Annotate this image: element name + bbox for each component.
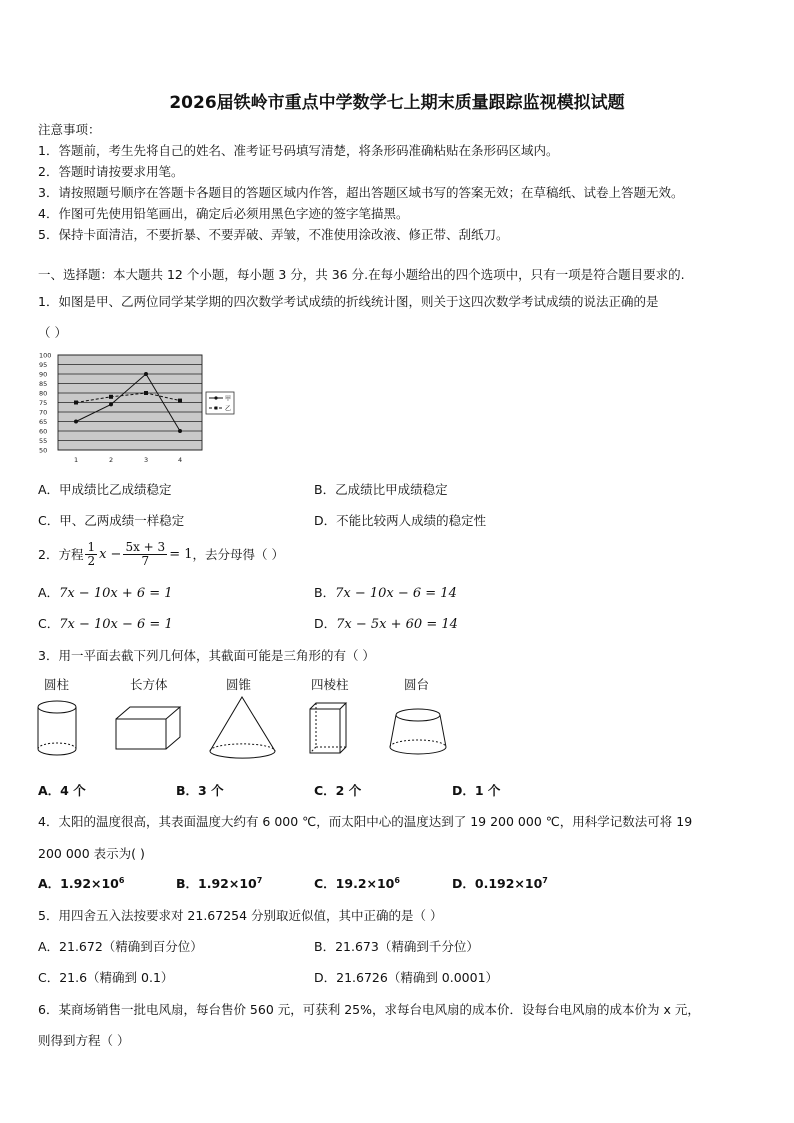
y-tick-label: 75 bbox=[39, 399, 48, 407]
q5-option-a: A．21.672（精确到百分位） bbox=[38, 939, 203, 954]
q2-option-a: A．7x − 10x + 6 = 1 bbox=[38, 585, 173, 601]
q2-option-c: C．7x − 10x − 6 = 1 bbox=[38, 616, 173, 632]
y-tick-label: 50 bbox=[39, 446, 48, 455]
q3-option-d: D．1 个 bbox=[452, 783, 501, 798]
q2-option-b: B．7x − 10x − 6 = 14 bbox=[314, 585, 457, 601]
q4-option-b: B．$1.92\times 10^7$ bbox=[176, 875, 263, 891]
data-point bbox=[144, 391, 148, 395]
question-5-stem: 5．用四舍五入法按要求对 21.67254 分别取近似值，其中正确的是（ ） bbox=[38, 908, 443, 923]
q3-option-c: C．2 个 bbox=[314, 783, 362, 798]
data-point bbox=[144, 372, 148, 376]
y-tick-label: 90 bbox=[39, 370, 48, 379]
x-tick-label: 2 bbox=[109, 456, 114, 464]
x-tick-label: 3 bbox=[144, 456, 149, 464]
notice-item: 3．请按照题号顺序在答题卡各题目的答题区域内作答，超出答题区域书写的答案无效；在草稿纸、试卷上答题无效。 bbox=[38, 185, 684, 200]
solid-label-prism: 四棱柱 bbox=[311, 677, 349, 692]
cone-shape bbox=[210, 697, 275, 758]
q2-equals: = 1 bbox=[169, 546, 193, 562]
question-6-line-1: 6．某商场销售一批电风扇，每台售价 560 元，可获利 25%，求每台电风扇的成本价．设每台电风扇的成本价为 x 元， bbox=[38, 1002, 700, 1017]
solid-label-frustum: 圆台 bbox=[404, 677, 430, 692]
chart-x-ticks bbox=[74, 456, 182, 464]
cylinder-shape bbox=[38, 701, 76, 755]
question-4-line-2: 200 000 表示为( ) bbox=[38, 846, 145, 861]
q1-option-d: D．不能比较两人成绩的稳定性 bbox=[314, 513, 487, 528]
page-title: 2026届铁岭市重点中学数学七上期末质量跟踪监视模拟试题 bbox=[169, 93, 625, 113]
question-1-stem: 1．如图是甲、乙两位同学某学期的四次数学考试成绩的折线统计图，则关于这四次数学考试成绩的说法正确的是 bbox=[38, 294, 659, 309]
notice-item: 1．答题前，考生先将自己的姓名、准考证号码填写清楚，将条形码准确粘贴在条形码区域内。 bbox=[38, 143, 559, 158]
q2-suffix: ，去分母得（ ） bbox=[192, 547, 284, 562]
notice-item: 2．答题时请按要求用笔。 bbox=[38, 164, 184, 179]
data-point bbox=[109, 395, 113, 399]
question-2-stem bbox=[38, 536, 284, 572]
question-1-paren: （ ） bbox=[38, 325, 67, 340]
q2-f1-numerator: 1 bbox=[87, 539, 96, 554]
y-tick-label: 70 bbox=[39, 408, 48, 417]
notice-item: 5．保持卡面清洁，不要折暴、不要弄破、弄皱，不准使用涂改液、修正带、刮纸刀。 bbox=[38, 227, 509, 242]
legend-marker bbox=[215, 407, 218, 410]
solids-figure bbox=[30, 695, 450, 765]
solid-label-cuboid: 长方体 bbox=[130, 677, 168, 692]
x-tick-label: 1 bbox=[74, 456, 79, 464]
q2-option-d: D．7x − 5x + 60 = 14 bbox=[314, 616, 458, 632]
solid-label-cone: 圆锥 bbox=[226, 677, 252, 692]
q2-f2-numerator: 5x + 3 bbox=[125, 539, 166, 554]
q3-option-a: A．4 个 bbox=[38, 783, 86, 798]
y-tick-label: 100 bbox=[39, 351, 52, 360]
y-tick-label: 60 bbox=[39, 427, 48, 436]
q5-option-b: B．21.673（精确到千分位） bbox=[314, 939, 479, 954]
section-heading: 一、选择题：本大题共 12 个小题，每小题 3 分，共 36 分.在每小题给出的四个选项中，只有一项是符合题目要求的. bbox=[38, 267, 685, 282]
q5-option-d: D．21.6726（精确到 0.0001） bbox=[314, 970, 499, 985]
data-point bbox=[74, 420, 78, 424]
cuboid-shape bbox=[116, 707, 180, 749]
frustum-shape bbox=[390, 709, 446, 754]
q2-f1-denominator: 2 bbox=[87, 553, 96, 568]
q4-option-a: A．$1.92\times 10^6$ bbox=[38, 875, 125, 891]
q1-option-a: A．甲成绩比乙成绩稳定 bbox=[38, 482, 172, 497]
notice-heading: 注意事项： bbox=[38, 122, 101, 137]
solid-label-cylinder: 圆柱 bbox=[44, 677, 70, 692]
data-point bbox=[178, 429, 182, 433]
question-4-line-1: 4．太阳的温度很高，其表面温度大约有 6 000 ℃，而太阳中心的温度达到了 19 200 000 ℃，用科学记数法可将 19 bbox=[38, 814, 693, 829]
y-tick-label: 55 bbox=[39, 437, 48, 445]
notice-item: 4．作图可先使用铅笔画出，确定后必须用黑色字迹的签字笔描黑。 bbox=[38, 206, 409, 221]
q1-option-b: B．乙成绩比甲成绩稳定 bbox=[314, 482, 448, 497]
q4-option-d: D．$0.192\times 10^7$ bbox=[452, 875, 548, 891]
q2-fraction-1 bbox=[85, 541, 97, 568]
question-3-stem: 3．用一平面去截下列几何体，其截面可能是三角形的有（ ） bbox=[38, 648, 375, 663]
legend-label: 甲 bbox=[225, 395, 232, 403]
chart-y-ticks bbox=[39, 352, 51, 455]
q2-prefix: 2．方程 bbox=[38, 547, 84, 562]
data-point bbox=[178, 399, 182, 403]
line-chart bbox=[36, 350, 232, 470]
y-tick-label: 65 bbox=[39, 418, 48, 426]
q4-option-c: C．$19.2\times 10^6$ bbox=[314, 875, 400, 891]
y-tick-label: 95 bbox=[39, 361, 48, 369]
x-tick-label: 4 bbox=[178, 456, 183, 464]
legend-label: 乙 bbox=[225, 405, 232, 413]
y-tick-label: 85 bbox=[39, 380, 48, 388]
prism-shape bbox=[310, 703, 346, 753]
q3-option-b: B．3 个 bbox=[176, 783, 224, 798]
question-6-line-2: 则得到方程（ ） bbox=[38, 1033, 130, 1048]
data-point bbox=[74, 401, 78, 405]
q2-f2-denominator: 7 bbox=[141, 553, 150, 568]
legend-marker bbox=[214, 396, 217, 399]
data-point bbox=[109, 402, 113, 406]
y-tick-label: 80 bbox=[39, 389, 48, 398]
q2-term: x − bbox=[99, 546, 122, 562]
q2-fraction-2 bbox=[123, 541, 167, 568]
chart-legend bbox=[206, 392, 234, 414]
q5-option-c: C．21.6（精确到 0.1） bbox=[38, 970, 174, 985]
q1-option-c: C．甲、乙两成绩一样稳定 bbox=[38, 513, 185, 528]
